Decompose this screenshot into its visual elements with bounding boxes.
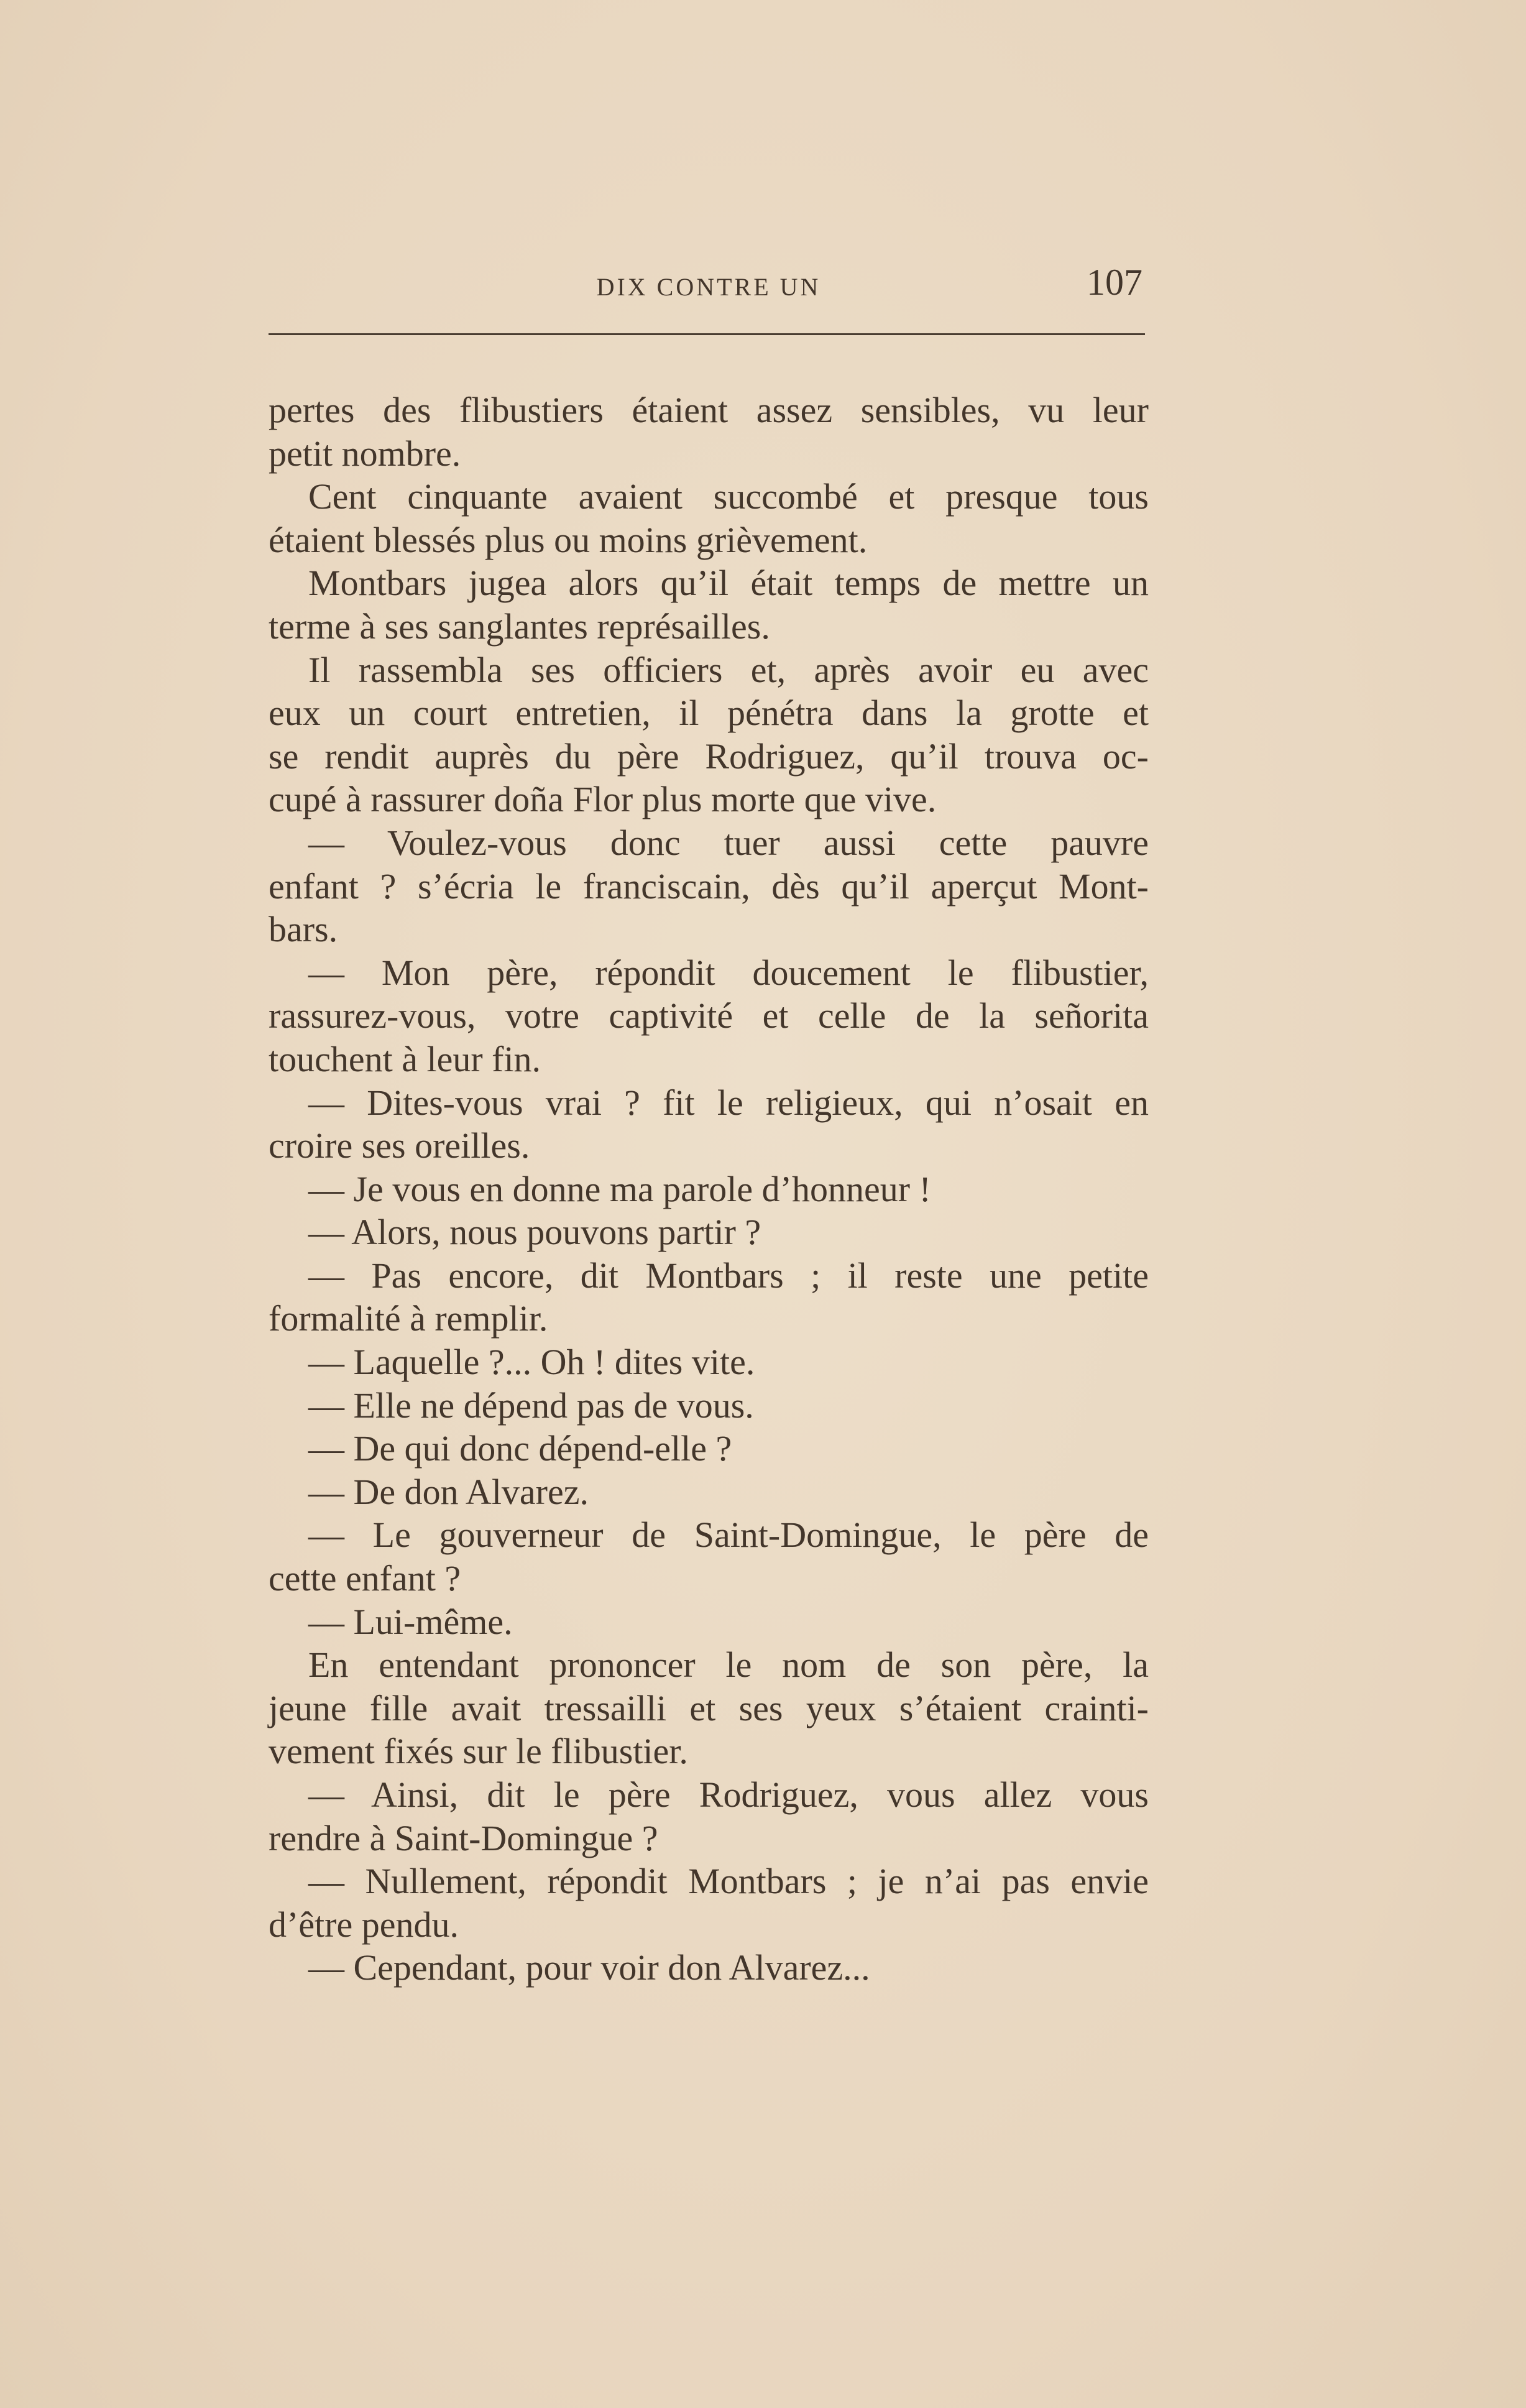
paragraph — [269, 1427, 1149, 1470]
text-line: vement fixés sur le flibustier. — [269, 1731, 688, 1772]
paragraph — [269, 951, 1149, 1081]
text-line: bars. — [269, 909, 338, 950]
text-line: — Ainsi, dit le père Rodriguez, vous allez vous — [308, 1774, 1149, 1815]
paragraph — [269, 1384, 1149, 1428]
text-line: — De qui donc dépend-elle ? — [308, 1428, 732, 1469]
text-line: En entendant prononcer le nom de son père, la — [308, 1645, 1149, 1686]
page-number: 107 — [1087, 262, 1142, 303]
text-line: se rendit auprès du père Rodriguez, qu’il trouva oc- — [269, 736, 1149, 777]
text-line: — Alors, nous pouvons partir ? — [308, 1212, 761, 1253]
text-line: touchent à leur fin. — [269, 1038, 541, 1079]
text-line: — Lui-même. — [308, 1601, 513, 1642]
paragraph — [269, 1946, 1149, 1990]
paragraph — [269, 1600, 1149, 1644]
paragraph — [269, 1470, 1149, 1514]
text-line: Il rassembla ses officiers et, après avoir eu avec — [308, 649, 1149, 690]
text-line: — Voulez-vous donc tuer aussi cette pauvre — [308, 822, 1149, 863]
paragraph — [269, 561, 1149, 648]
text-line: — De don Alvarez. — [308, 1471, 589, 1512]
text-line: cupé à rassurer doña Flor plus morte que vive. — [269, 779, 937, 820]
paragraph — [269, 1643, 1149, 1773]
text-line: Cent cinquante avaient succombé et presque tous — [308, 476, 1149, 517]
text-line: croire ses oreilles. — [269, 1125, 530, 1166]
text-line: — Laquelle ?... Oh ! dites vite. — [308, 1342, 755, 1383]
text-line: — Nullement, répondit Montbars ; je n’ai pas envie — [308, 1861, 1149, 1902]
text-line: étaient blessés plus ou moins grièvement. — [269, 519, 868, 560]
text-line: d’être pendu. — [269, 1904, 459, 1945]
paragraph — [269, 475, 1149, 561]
text-line: — Le gouverneur de Saint-Domingue, le père de — [308, 1515, 1149, 1556]
text-line: jeune fille avait tressailli et ses yeux s’étaient crainti- — [269, 1687, 1149, 1728]
text-line: — Elle ne dépend pas de vous. — [308, 1385, 754, 1426]
text-line: cette enfant ? — [269, 1558, 461, 1599]
paragraph — [269, 389, 1149, 475]
header-rule — [269, 333, 1145, 335]
text-line: — Mon père, répondit doucement le flibustier, — [308, 952, 1149, 993]
text-line: — Cependant, pour voir don Alvarez... — [308, 1947, 870, 1988]
paragraph — [269, 1773, 1149, 1860]
text-line: formalité à remplir. — [269, 1298, 548, 1339]
text-line: eux un court entretien, il pénétra dans la grotte et — [269, 693, 1149, 734]
text-line: petit nombre. — [269, 433, 461, 474]
running-title: DIX CONTRE UN — [596, 273, 821, 301]
paragraph — [269, 1081, 1149, 1168]
text-line: rassurez-vous, votre captivité et celle de la señorita — [269, 995, 1149, 1036]
text-line: Montbars jugea alors qu’il était temps de mettre un — [308, 563, 1149, 604]
paragraph — [269, 1860, 1149, 1946]
paragraph — [269, 1513, 1149, 1600]
text-line: enfant ? s’écria le franciscain, dès qu’il aperçut Mont- — [269, 865, 1149, 906]
body-text — [269, 389, 1149, 1990]
text-line: pertes des flibustiers étaient assez sensibles, vu leur — [269, 390, 1149, 430]
running-head — [269, 261, 1149, 311]
text-line: rendre à Saint-Domingue ? — [269, 1817, 658, 1858]
paragraph — [269, 1211, 1149, 1254]
paragraph — [269, 1340, 1149, 1384]
text-line: — Je vous en donne ma parole d’honneur ! — [308, 1168, 931, 1209]
text-line: — Dites-vous vrai ? fit le religieux, qui n’osait en — [308, 1082, 1149, 1123]
paragraph — [269, 1168, 1149, 1211]
paragraph — [269, 821, 1149, 951]
text-line: terme à ses sanglantes représailles. — [269, 606, 770, 647]
paragraph — [269, 648, 1149, 821]
text-line: — Pas encore, dit Montbars ; il reste une petite — [308, 1255, 1149, 1296]
paragraph — [269, 1254, 1149, 1340]
